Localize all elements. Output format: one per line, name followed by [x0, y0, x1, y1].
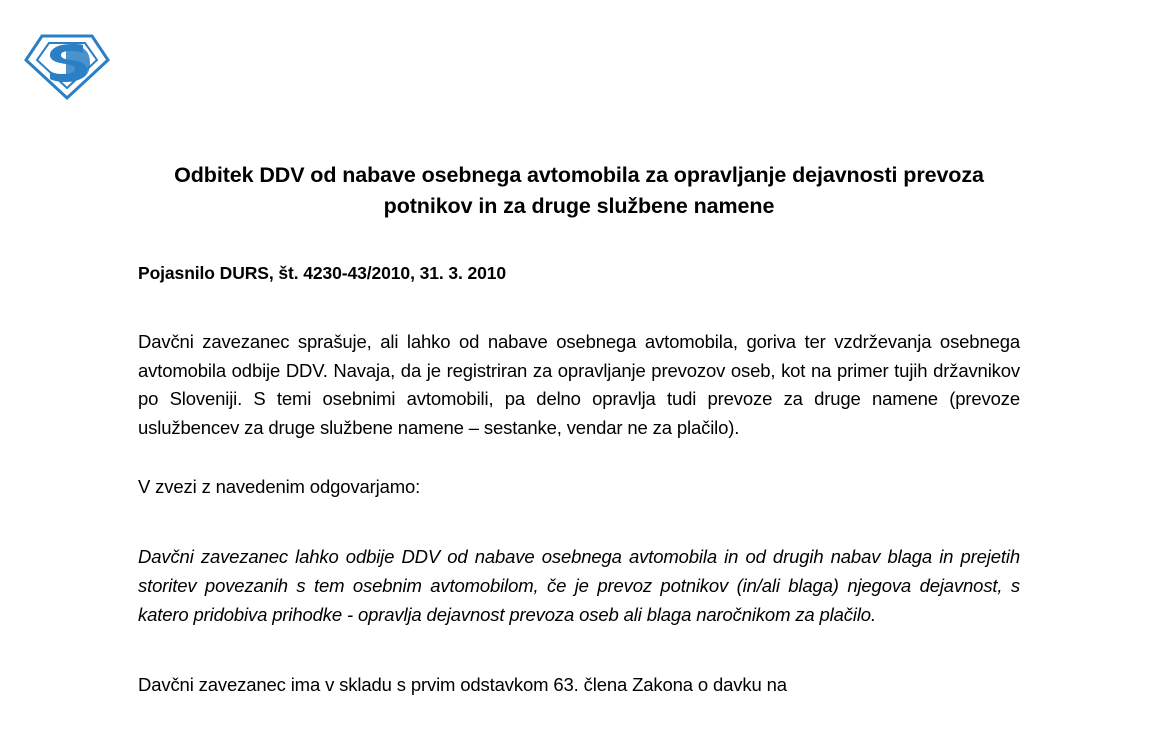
page-title: Odbitek DDV od nabave osebnega avtomobila za opravljanje dejavnosti prevoza potnikov in za druge službene namene — [174, 163, 984, 218]
paragraph-legal-basis: Davčni zavezanec ima v skladu s prvim odstavkom 63. člena Zakona o davku na — [138, 674, 787, 696]
paragraph-intro-answer: V zvezi z navedenim odgovarjamo: — [138, 475, 421, 497]
paragraph-question: Davčni zavezanec sprašuje, ali lahko od nabave osebnega avtomobila, goriva ter vzdrževanja osebnega avtomobila odbije DDV. Navaja, da je registriran za opravljanje prevozov oseb, kot na primer tujih državnikov po Sloveniji. S temi osebnimi avtomobili, pa delno opravlja tudi prevoze za druge namene (prevoze uslužbencev za druge službene namene – sestanke, vendar ne za plačilo). — [138, 331, 1020, 439]
paragraph-answer-highlight: Davčni zavezanec lahko odbije DDV od nabave osebnega avtomobila in od drugih nabav blaga in prejetih storitev povezanih s tem osebnim avtomobilom, če je prevoz potnikov (in/ali blaga) njegova dejavnost, s katero pridobiva prihodke - opravlja dejavnost prevoza oseb ali blaga naročnikom za plačilo. — [138, 546, 1020, 625]
document-content — [138, 160, 1020, 719]
durs-logo — [22, 30, 112, 102]
document-reference: Pojasnilo DURS, št. 4230-43/2010, 31. 3. 2010 — [138, 263, 507, 284]
